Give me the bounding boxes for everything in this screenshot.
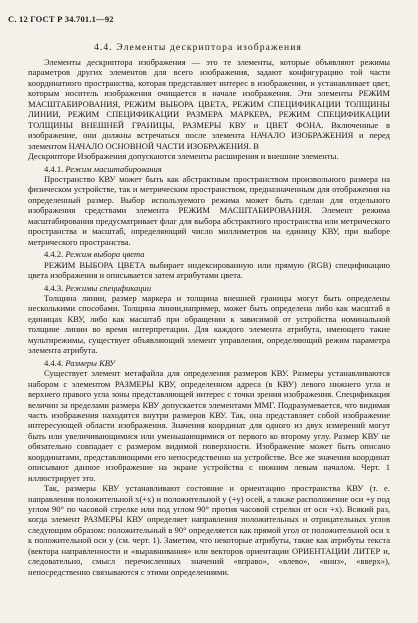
subsection-number: 4.4.3. [44,282,64,293]
subsection-number: 4.4.4. [44,357,64,368]
subsection-number: 4.4.2. [44,249,64,260]
subsection-paragraph: РЕЖИМ ВЫБОРА ЦВЕТА выбирает индексированную или прямую (RGB) спецификацию цвета изображения и описывается затем атрибутами цвета. [28,259,390,281]
subsection-title: Размеры КВУ [65,357,116,368]
subsection-paragraph: Толщина линии, размер маркера и толщина внешней границы могут быть определены несколькими способами. Толщина линии,например, может быть определена либо как масштаб в единицах КВУ, либо как масштаб при обращении к зависимой от устройства номинальной толщине линии во время интерпретации. Для каждого элемента атрибута, имеющего такие мультирежимы, существует объявляющий элемент управления, определяющий режим параметра элемента атрибута. [28,292,390,356]
intro-paragraph: Элементы дескриптора изображения — это те элементы, которые объявляют режимы параметров других элементов для всего изображения, задают конфигурацию той части координатного пространства, которая представляет интерес в изображении, и устанавливает цвет, которым носитель изображения очищается в начале изображения. Эти элементы РЕЖИМ МАСШТАБИРОВАНИЯ, РЕЖИМ ВЫБОРА ЦВЕТА, РЕЖИМ СПЕЦИФИКАЦИИ ТОЛЩИНЫ ЛИНИИ, РЕЖИМ СПЕЦИФИКАЦИИ РАЗМЕРА МАРКЕРА, РЕЖИМ СПЕЦИФИКАЦИИ ТОЛЩИНЫ ВНЕШНЕЙ ГРАНИЦЫ, РАЗМЕРЫ КВУ и ЦВЕТ ФОНА. Включенные в изображение, они должны встречаться после элемента НАЧАЛО ИЗОБРАЖЕНИЯ и перед элементом НАЧАЛО ОСНОВНОЙ ЧАСТИ ИЗОБРАЖЕНИЯ. В [28,57,390,151]
subsection-heading [28,358,390,368]
section-title: 4.4. Элементы дескриптора изображения [94,42,302,53]
document-body [28,57,390,577]
standard-code: ГОСТ Р 34.701.1—92 [30,14,114,24]
subsection-heading [28,249,390,259]
intro-paragraph-continued: Дескрипторе Изображения допускаются элементы расширения и внешние элементы. [28,151,339,162]
page-number: С. 12 [8,14,28,24]
subsection-number: 4.4.1. [44,163,64,174]
subsection-heading [28,283,390,293]
subsection-paragraph: Так, размеры КВУ устанавливают состояние и ориентацию пространства КВУ (т. е. направления положительной x(+x) и положительной y (+y) осей, а также расположение оси +y под углом 90° по часовой стрелке или под углом 90° против часовой стрелки от оси +x). Всякий раз, когда элемент РАЗМЕРЫ КВУ определяет направления положительных и отрицательных углов следующим образом: положительный в 90° определяется как прямой угол от положительной оси x к положительной оси y (см. черт. 1). Заметим, что некоторые атрибуты, такие как атрибуты текста (вектора направленности и «выравнивания» или векторов ориентации ОРИЕНТАЦИИ ЛИТЕР и, следовательно, смысл перечисленных значений «вправо», «влево», «вниз», «вверх»), непосредственно связываются с этими определениями. [28,483,390,577]
subsection-title: Режим выбора цвета [65,249,145,260]
subsection-paragraph: Пространство КВУ может быть как абстрактным пространством произвольного размера на физическом устройстве, так и метрическим пространством, предназначенным для отображения на определенный размер. Выбор используемого режима может быть сделан для отдельного изображения средствами элемента РЕЖИМ МАСШТАБИРОВАНИЯ. Элемент режима масштабирования предусматривает флаг для выбора абстрактного пространства или метрического пространства и масштаб, определяющий число миллиметров на единицу КВУ, при выборе метрического пространства. [28,173,390,247]
page-header [8,14,114,24]
subsection-title: Режимы спецификации [65,282,152,293]
subsection-heading [28,164,390,174]
subsection-title: Режим масштабирования [65,163,162,174]
subsection-paragraph: Существует элемент метафайла для определения размеров КВУ. Размеры устанавливаются набором с элементом РАЗМЕРЫ КВУ, определенном адреса (в КВУ) левого нижнего угла и верхнего правого угла зоны представляющей интерес с точки зрения изображения. Спецификация величин за пределами размера КВУ допускается элементами ММГ. Подразумевается, что видимая часть изображения находится внутри размеров КВУ. Так, она представляет собой изображение интересующей области изображения. Значения координат для одного из двух измерений могут быть или увеличивающимися или уменьшающимися от первого ко второму углу. Размер КВУ не обязательно совпадает с размером видимой поверхности. Изображение может быть описано координатами, представляющими его непосредственно на устройстве. Все же значения координат описывают данное изображение на экране устройства с нижним левым началом. Черт. 1 иллюстрирует это. [28,368,390,483]
